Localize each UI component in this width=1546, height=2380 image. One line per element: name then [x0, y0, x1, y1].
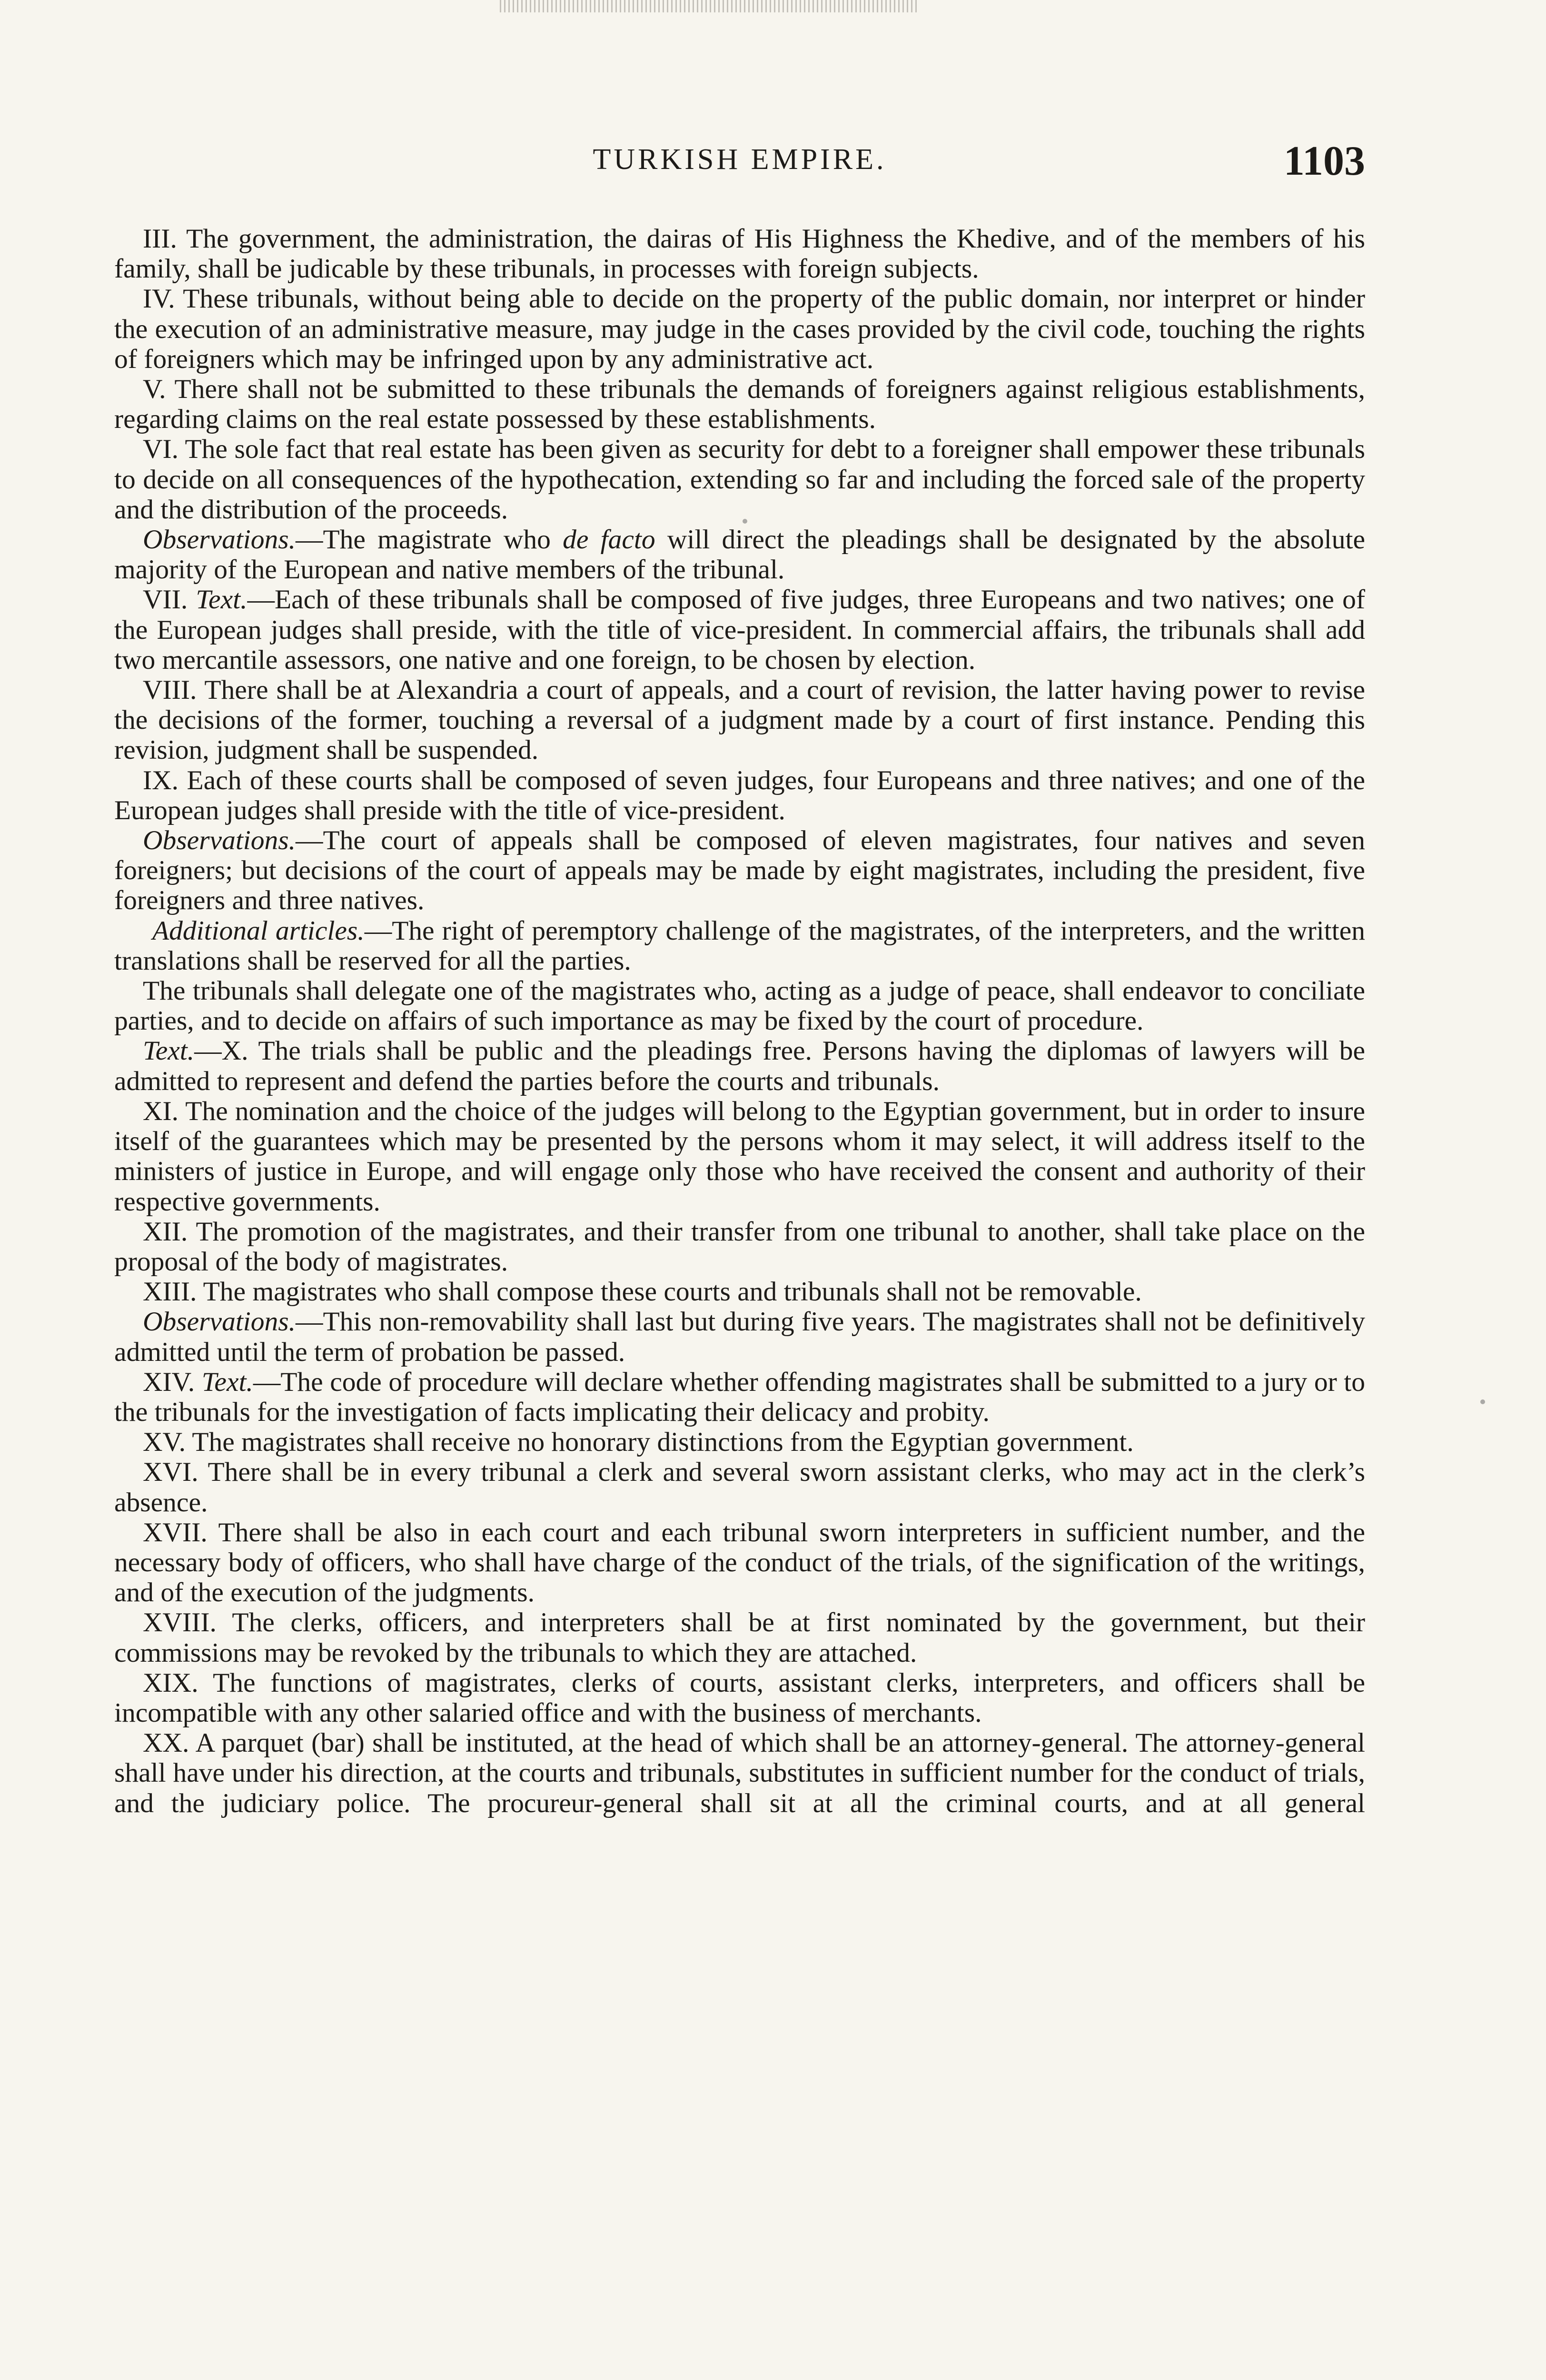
article-xvi — [114, 1457, 1365, 1517]
article-vii — [114, 585, 1365, 675]
paragraph-text: V. There shall not be submitted to these tribunals the demands of foreigners against religious establishments, regarding claims on the real estate possessed by these establishments. — [114, 374, 1365, 435]
article-v — [114, 374, 1365, 434]
paragraph-text: The tribunals shall delegate one of the magistrates who, acting as a judge of peace, shall endeavor to conciliate parties, and to decide on affairs of such importance as may be fixed by the court of procedure. — [114, 976, 1365, 1036]
paragraph-label: Observations. — [143, 1307, 296, 1337]
paragraph-text: VII. — [143, 585, 196, 615]
paragraph-text: XIII. The magistrates who shall compose these courts and tribunals shall not be removable. — [143, 1277, 1142, 1307]
body-text — [114, 224, 1365, 1818]
paragraph-text: will direct the pleadings shall be designated by the absolute majority of the European and native members of the tribunal. — [114, 525, 1365, 585]
judge-of-peace-paragraph — [114, 976, 1365, 1036]
additional-articles — [114, 916, 1365, 976]
article-xviii — [114, 1607, 1365, 1667]
paragraph-text: —The court of appeals shall be composed of eleven magistrates, four natives and seven foreigners; but decisions of the court of appeals may be made by eight magistrates, including the president, five foreigners and three natives. — [114, 825, 1365, 916]
paragraph-text: IV. These tribunals, without being able to decide on the property of the public domain, nor interpret or hinder the execution of an administrative measure, may judge in the cases provided by the civil code, touching the rights of foreigners which may be infringed upon by any administrative act. — [114, 284, 1365, 374]
page-number: 1103 — [1283, 138, 1365, 184]
paragraph-text: —The magistrate who — [296, 525, 563, 555]
article-iv — [114, 284, 1365, 374]
paragraph-text: XVI. There shall be in every tribunal a clerk and several sworn assistant clerks, who may act in the clerk’s absence. — [114, 1457, 1365, 1517]
paragraph-label: Additional articles. — [152, 915, 365, 946]
paragraph-label: Observations. — [143, 825, 296, 856]
paragraph-text: III. The government, the administration, the dairas of His Highness the Khedive, and of the members of his family, shall be judicable by these tribunals, in processes with foreign subjects. — [114, 224, 1365, 284]
italic-phrase: Text. — [196, 585, 248, 615]
paragraph-text: —Each of these tribunals shall be composed of five judges, three Europeans and two natives; one of the European judges shall preside, with the title of vice-president. In commercial affairs, the tribunals shall add two mercantile assessors, one native and one foreign, to be chosen by election. — [114, 585, 1365, 675]
article-xx — [114, 1728, 1365, 1818]
article-xii — [114, 1217, 1365, 1277]
paragraph-text: —The right of peremptory challenge of the magistrates, of the interpreters, and the written translations shall be reserved for all the parties. — [114, 915, 1365, 976]
article-xvii — [114, 1517, 1365, 1608]
scan-noise-strip — [500, 0, 919, 12]
observations-de-facto — [114, 525, 1365, 585]
paragraph-text: XII. The promotion of the magistrates, and their transfer from one tribunal to another, shall take place on the proposal of the body of magistrates. — [114, 1216, 1365, 1277]
paragraph-text: VI. The sole fact that real estate has been given as security for debt to a foreigner shall empower these tribunals to decide on all consequences of the hypothecation, extending so far and including the forced sale of the property and the distribution of the proceeds. — [114, 434, 1365, 525]
running-head: TURKISH EMPIRE. — [593, 143, 887, 176]
article-x — [114, 1036, 1365, 1096]
article-xv — [114, 1427, 1365, 1457]
paragraph-text: XI. The nomination and the choice of the judges will belong to the Egyptian government, but in order to insure itself of the guarantees which may be presented by the persons whom it may select, it will address itself to the ministers of justice in Europe, and will engage only those who have received the consent and authority of their respective governments. — [114, 1096, 1365, 1217]
observations-court-of-appeals — [114, 825, 1365, 916]
paragraph-text: XIV. — [143, 1367, 202, 1397]
italic-phrase: Text. — [201, 1367, 253, 1397]
article-viii — [114, 675, 1365, 765]
observations-non-removability — [114, 1307, 1365, 1367]
paragraph-text: XX. A parquet (bar) shall be instituted, at the head of which shall be an attorney-general. The attorney-general shall have under his direction, at the courts and tribunals, substitutes in sufficient number for the conduct of trials, and the judiciary police. The procureur-general shall sit at all the criminal courts, and at all general — [114, 1728, 1365, 1818]
article-vi — [114, 434, 1365, 525]
paragraph-label: Text. — [143, 1036, 195, 1066]
paragraph-text: XV. The magistrates shall receive no honorary distinctions from the Egyptian government. — [143, 1427, 1134, 1458]
paragraph-text: XVII. There shall be also in each court and each tribunal sworn interpreters in sufficient number, and the necessary body of officers, who shall have charge of the conduct of the trials, of the signification of the writings, and of the execution of the judgments. — [114, 1517, 1365, 1608]
article-xi — [114, 1096, 1365, 1217]
italic-phrase: de facto — [563, 525, 655, 555]
article-ix — [114, 765, 1365, 825]
article-xiv — [114, 1367, 1365, 1427]
paragraph-text: —This non-removability shall last but during five years. The magistrates shall not be definitively admitted until the term of probation be passed. — [114, 1307, 1365, 1367]
paragraph-text: VIII. There shall be at Alexandria a court of appeals, and a court of revision, the latter having power to revise the decisions of the former, touching a reversal of a judgment made by a court of first instance. Pending this revision, judgment shall be suspended. — [114, 675, 1365, 765]
article-iii — [114, 224, 1365, 284]
page-header — [114, 138, 1365, 195]
paragraph-label: Observations. — [143, 525, 296, 555]
paragraph-text: —The code of procedure will declare whether offending magistrates shall be submitted to a jury or to the tribunals for the investigation of facts implicating their delicacy and probity. — [114, 1367, 1365, 1427]
paragraph-text: XVIII. The clerks, officers, and interpreters shall be at first nominated by the government, but their commissions may be revoked by the tribunals to which they are attached. — [114, 1607, 1365, 1668]
paragraph-text: XIX. The functions of magistrates, clerks of courts, assistant clerks, interpreters, and officers shall be incompatible with any other salaried office and with the business of merchants. — [114, 1667, 1365, 1728]
paragraph-text: —X. The trials shall be public and the pleadings free. Persons having the diplomas of lawyers will be admitted to represent and defend the parties before the courts and tribunals. — [114, 1036, 1365, 1096]
article-xiii — [114, 1277, 1365, 1307]
article-xix — [114, 1668, 1365, 1728]
paragraph-text: IX. Each of these courts shall be composed of seven judges, four Europeans and three natives; and one of the European judges shall preside with the title of vice-president. — [114, 765, 1365, 825]
ink-speck — [1480, 1399, 1485, 1404]
